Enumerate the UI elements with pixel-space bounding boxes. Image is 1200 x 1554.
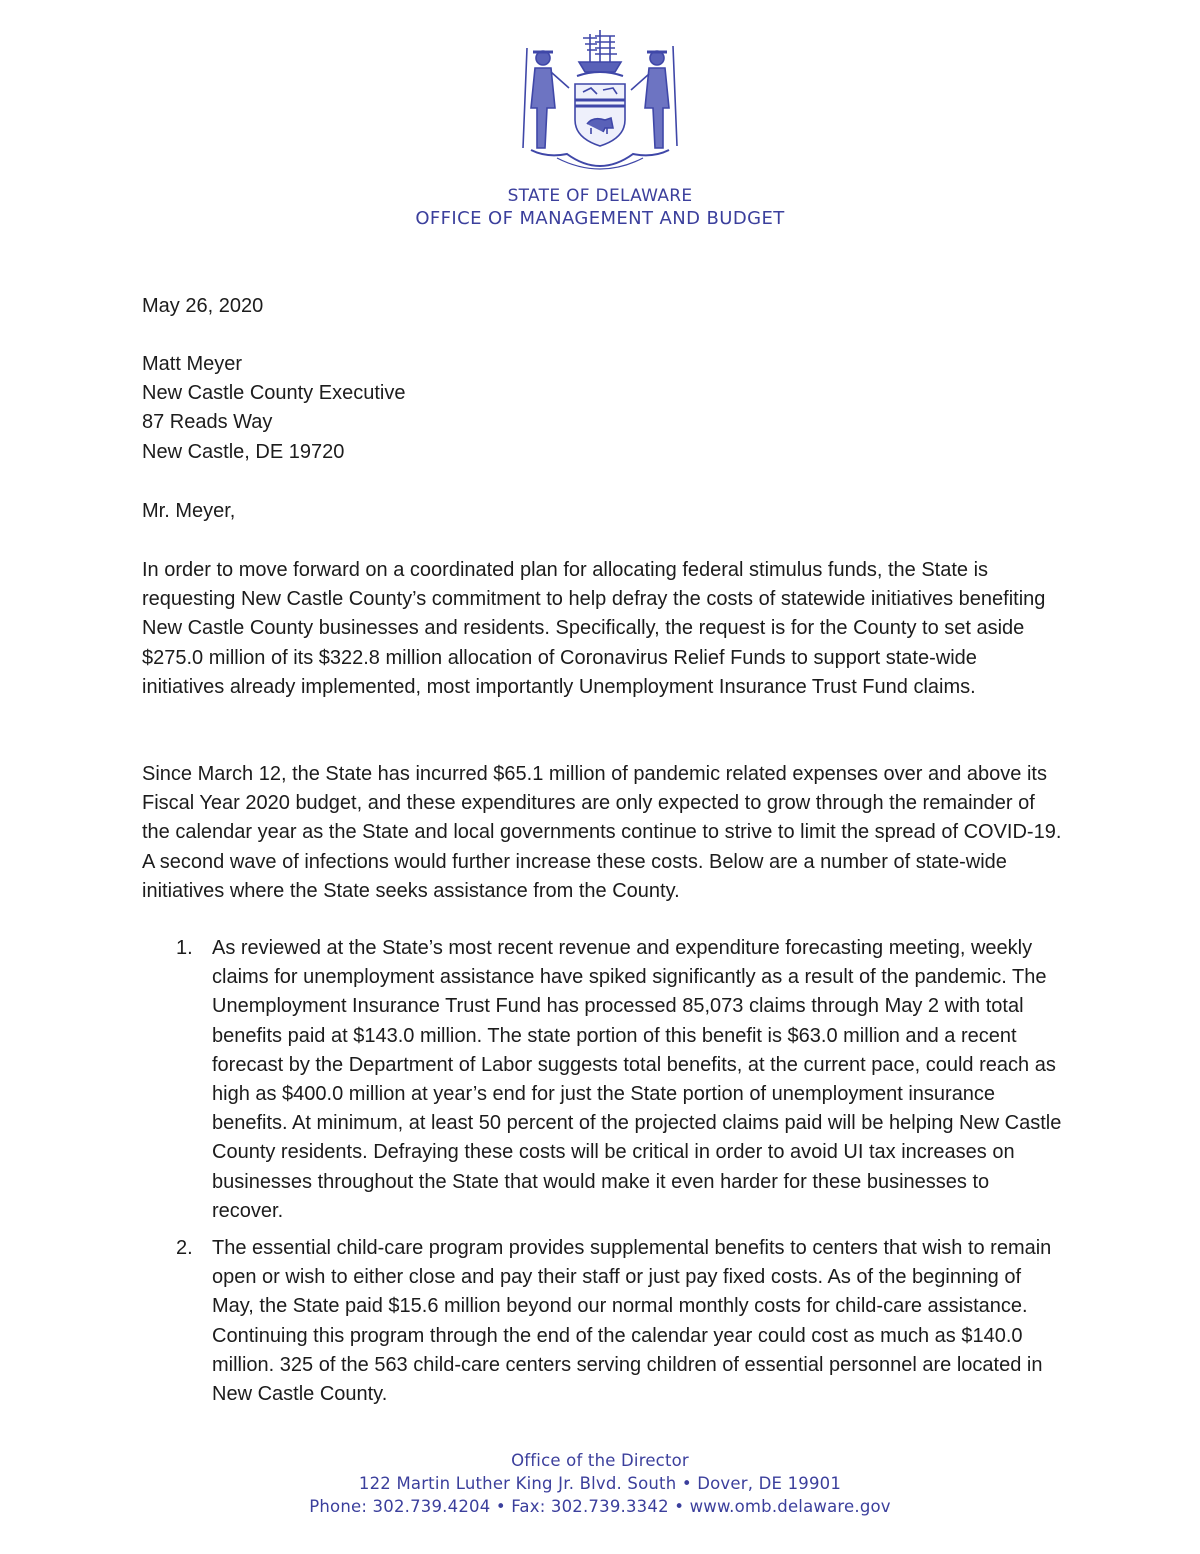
letterhead-office: OFFICE OF MANAGEMENT AND BUDGET bbox=[415, 208, 785, 229]
footer-address: 122 Martin Luther King Jr. Blvd. South • Dover, DE 19901 bbox=[358, 1474, 842, 1493]
recipient-city: New Castle, DE 19720 bbox=[142, 440, 345, 463]
salutation: Mr. Meyer, bbox=[142, 500, 236, 522]
list-item-number: 1. bbox=[176, 937, 193, 959]
paragraph-text: Since March 12, the State has incurred $65.1 million of pandemic related expenses over and above its Fiscal Year 2020 budget, and these expenditures are only expected to grow through the remainder of the calendar year as the State and local governments continue to strive to limit the spread of COVID-19. A second wave of infections would further increase these costs. Below are a number of state-wide initiatives where the State seeks assistance from the County. bbox=[142, 763, 1062, 902]
recipient-address bbox=[142, 350, 1062, 467]
list-item-text: The essential child-care program provides supplemental benefits to centers that wish to remain open or wish to either close and pay their staff or just pay fixed costs. As of the beginning of May, the State paid $15.6 million beyond our normal monthly costs for child-care assistance. Continuing this program through the end of the calendar year could cost as much as $140.0 million. 325 of the 563 child-care centers serving children of essential personnel are located in New Castle County. bbox=[212, 1237, 1052, 1406]
list-item bbox=[142, 1234, 1062, 1409]
letter-footer bbox=[0, 1449, 1200, 1518]
letterhead bbox=[0, 186, 1200, 229]
list-item bbox=[142, 934, 1062, 1226]
footer-contact: Phone: 302.739.4204 • Fax: 302.739.3342 • www.omb.delaware.gov bbox=[309, 1497, 891, 1516]
delaware-seal-icon bbox=[517, 28, 683, 178]
letter-date: May 26, 2020 bbox=[142, 295, 264, 317]
letterhead-state: STATE OF DELAWARE bbox=[507, 186, 693, 206]
recipient-title: New Castle County Executive bbox=[142, 382, 406, 405]
paragraph-text: In order to move forward on a coordinated plan for allocating federal stimulus funds, the State is requesting New Castle County’s commitment to help defray the costs of statewide initiatives benefiting New Castle County businesses and residents. Specifically, the request is for the County to set aside $275.0 million of its $322.8 million allocation of Coronavirus Relief Funds to support state-wide initiatives already implemented, most importantly Unemployment Insurance Trust Fund claims. bbox=[142, 559, 1046, 698]
body-paragraph-1 bbox=[142, 556, 1062, 702]
body-paragraph-2 bbox=[142, 760, 1062, 906]
footer-office: Office of the Director bbox=[511, 1451, 689, 1470]
list-item-text: As reviewed at the State’s most recent revenue and expenditure forecasting meeting, weekly claims for unemployment assistance have spiked significantly as a result of the pandemic. The Unemployment Insurance Trust Fund has processed 85,073 claims through May 2 with total benefits paid at $143.0 million. The state portion of this benefit is $63.0 million and a recent forecast by the Department of Labor suggests total benefits, at the current pace, could reach as high as $400.0 million at year’s end for just the State portion of unemployment insurance benefits. At minimum, at least 50 percent of the projected claims paid will be helping New Castle County residents. Defraying these costs will be critical in order to avoid UI tax increases on businesses throughout the State that would make it even harder for these businesses to recover. bbox=[212, 937, 1062, 1222]
list-item-number: 2. bbox=[176, 1237, 193, 1260]
initiatives-list bbox=[142, 934, 1062, 1417]
recipient-street: 87 Reads Way bbox=[142, 411, 273, 434]
recipient-name: Matt Meyer bbox=[142, 353, 243, 375]
